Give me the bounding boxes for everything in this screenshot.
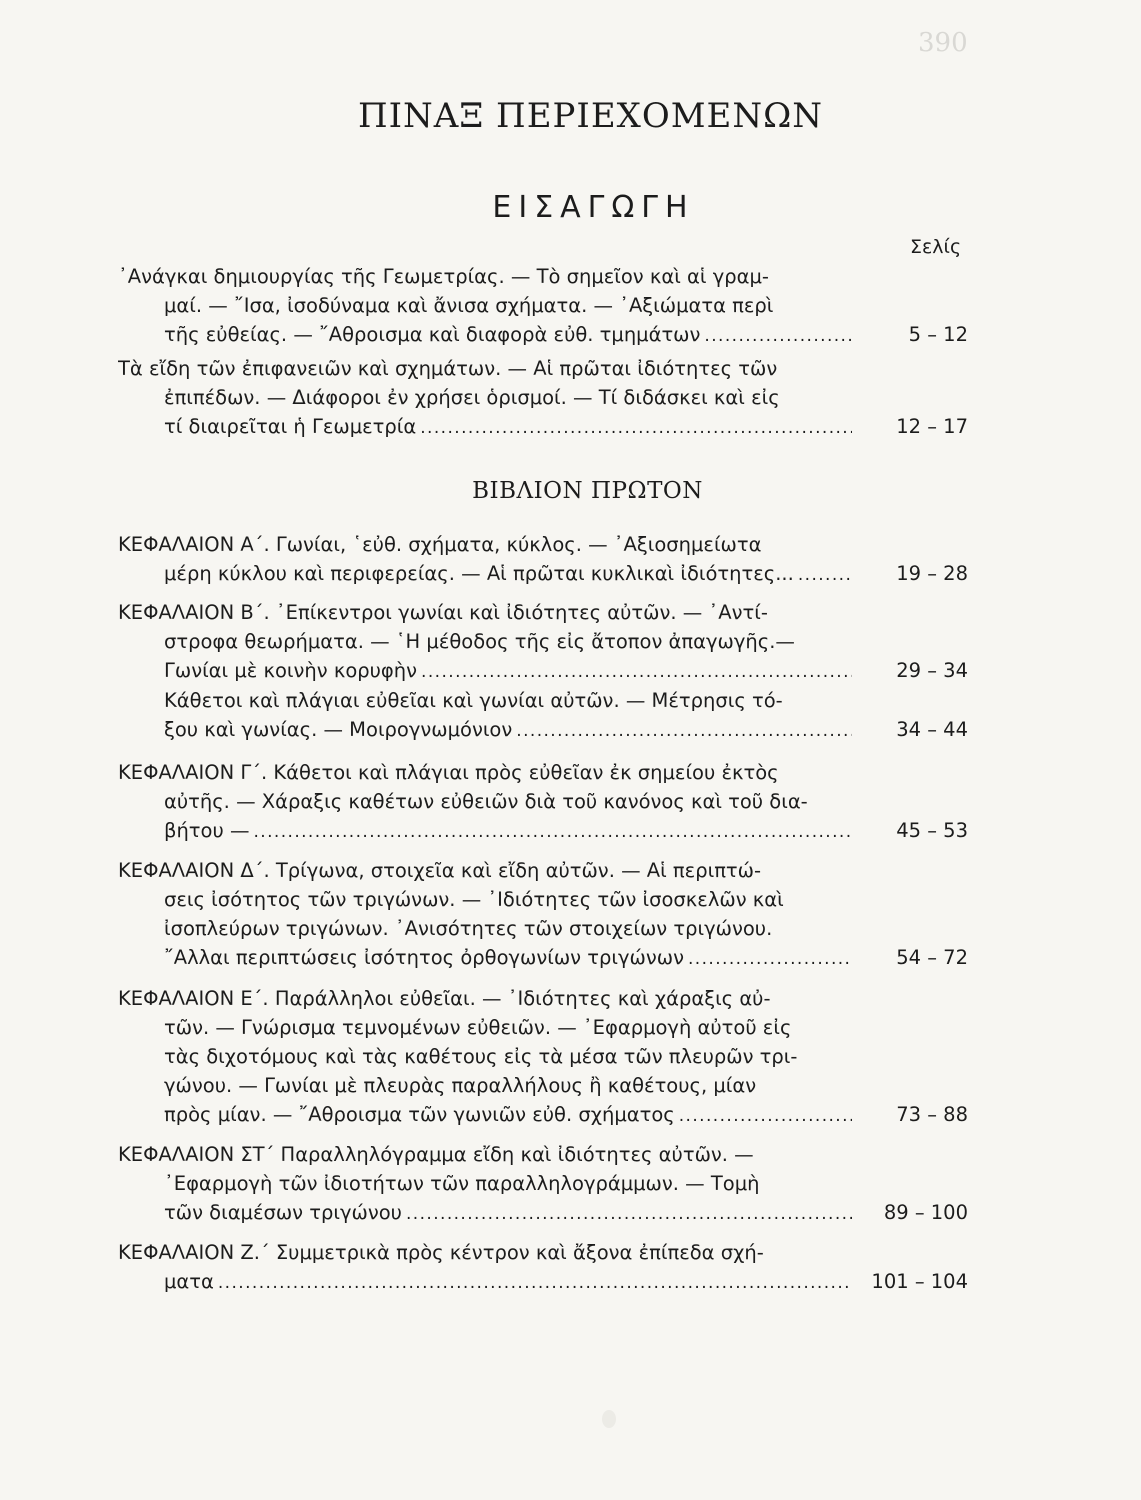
toc-line: τὰς διχοτόμους καὶ τὰς καθέτους εἰς τὰ μέσα τῶν πλευρῶν τρι- [164, 1045, 798, 1068]
toc-line: ΚΕΦΑΛΑΙΟΝ Β΄. ᾽Επίκεντροι γωνίαι καὶ ἰδιότητες αὐτῶν. — ᾽Αντί- [118, 601, 768, 624]
toc-line [118, 656, 968, 685]
dot-leader [406, 1198, 852, 1227]
toc-line-text: Γωνίαι μὲ κοινὴν κορυφὴν [164, 659, 418, 682]
toc-line: μαί. — ῎Ισα, ἰσοδύναμα καὶ ἄνισα σχήματα. — ᾽Αξιώματα περὶ [164, 294, 774, 317]
toc-line-text: ματα [164, 1270, 214, 1293]
dot-leader [798, 559, 852, 588]
page-column-label: Σελίς [910, 236, 962, 258]
toc-line: ΚΕΦΑΛΑΙΟΝ Γ΄. Κάθετοι καὶ πλάγιαι πρὸς εὐθεῖαν ἐκ σημείου ἐκτὸς [118, 761, 779, 784]
toc-line-text: βήτου — [164, 819, 250, 842]
toc-line-text: τῆς εὐθείας. — ῎Αθροισμα καὶ διαφορὰ εὐθ. τμημάτων [164, 323, 701, 346]
page-range: 12 – 17 [896, 415, 968, 438]
toc-line-text: τί διαιρεῖται ἡ Γεωμετρία [164, 415, 417, 438]
toc-entry-chapter-z [118, 1238, 968, 1296]
toc-line [118, 715, 968, 744]
toc-line: ᾽Εφαρμογὴ τῶν ἰδιοτήτων τῶν παραλληλογράμμων. — Τομὴ [164, 1172, 760, 1195]
dot-leader [704, 320, 852, 349]
page-range: 45 – 53 [896, 819, 968, 842]
toc-line: τῶν. — Γνώρισμα τεμνομένων εὐθειῶν. — ᾽Εφαρμογὴ αὐτοῦ εἰς [164, 1016, 792, 1039]
page-range: 101 – 104 [871, 1270, 968, 1293]
toc-entry-chapter-st [118, 1140, 968, 1227]
dot-leader [516, 715, 852, 744]
toc-entry-chapter-b [118, 598, 968, 685]
dot-leader [420, 412, 852, 441]
dot-leader [218, 1267, 852, 1296]
toc-line: ΚΕΦΑΛΑΙΟΝ Δ΄. Τρίγωνα, στοιχεῖα καὶ εἴδη αὐτῶν. — Αἱ περιπτώ- [118, 859, 762, 882]
toc-line: γώνου. — Γωνίαι μὲ πλευρὰς παραλλήλους ἢ καθέτους, μίαν [164, 1074, 757, 1097]
toc-entry-chapter-a [118, 530, 968, 588]
dot-leader [688, 943, 852, 972]
page-number: 390 [918, 28, 968, 58]
toc-line: ἐπιπέδων. — Διάφοροι ἐν χρήσει ὁρισμοί. — Τί διδάσκει καὶ εἰς [164, 386, 780, 409]
paper-smudge [602, 1410, 616, 1428]
page-range: 5 – 12 [908, 323, 968, 346]
toc-entry-chapter-d [118, 856, 968, 972]
toc-line [118, 1198, 968, 1227]
page-range: 19 – 28 [896, 562, 968, 585]
toc-line: ᾽Ανάγκαι δημιουργίας τῆς Γεωμετρίας. — Τὸ σημεῖον καὶ αἱ γραμ- [118, 265, 769, 288]
toc-line: Τὰ εἴδη τῶν ἐπιφανειῶν καὶ σχημάτων. — Αἱ πρῶται ἰδιότητες τῶν [118, 357, 778, 380]
toc-line-text: ξου καὶ γωνίας. — Μοιρογνωμόνιον [164, 718, 513, 741]
toc-line-text: μέρη κύκλου καὶ περιφερείας. — Αἱ πρῶται κυκλικαὶ ἰδιότητες... [164, 562, 794, 585]
page-title: ΠΙΝΑΞ ΠΕΡΙΕΧΟΜΕΝΩΝ [357, 96, 824, 136]
toc-line: σεις ἰσότητος τῶν τριγώνων. — ᾽Ιδιότητες τῶν ἰσοσκελῶν καὶ [164, 888, 784, 911]
toc-entry-chapter-e [118, 984, 968, 1129]
toc-line: ΚΕΦΑΛΑΙΟΝ Ζ.΄ Συμμετρικὰ πρὸς κέντρον καὶ ἄξονα ἐπίπεδα σχή- [118, 1241, 764, 1264]
toc-entry [118, 354, 968, 441]
toc-line [118, 1267, 968, 1296]
page-range: 89 – 100 [883, 1201, 968, 1224]
toc-line-text: πρὸς μίαν. — ῎Αθροισμα τῶν γωνιῶν εὐθ. σχήματος [164, 1103, 675, 1126]
book-one-heading: ΒΙΒΛΙΟΝ ΠΡΩΤΟΝ [472, 478, 703, 504]
toc-line: στροφα θεωρήματα. — ῾Η μέθοδος τῆς εἰς ἄτοπον ἀπαγωγῆς.— [164, 630, 795, 653]
toc-line: ΚΕΦΑΛΑΙΟΝ ΣΤ΄ Παραλληλόγραμμα εἴδη καὶ ἰδιότητες αὐτῶν. — [118, 1143, 754, 1166]
dot-leader [253, 816, 852, 845]
toc-line [118, 412, 968, 441]
page-range: 73 – 88 [896, 1103, 968, 1126]
toc-line: ἰσοπλεύρων τριγώνων. ᾽Ανισότητες τῶν στοιχείων τριγώνου. [164, 917, 773, 940]
toc-line [118, 559, 968, 588]
toc-entry [118, 262, 968, 349]
page-range: 54 – 72 [896, 946, 968, 969]
toc-line [118, 320, 968, 349]
intro-heading: ΕΙΣΑΓΩΓΗ [492, 190, 695, 225]
toc-line [118, 943, 968, 972]
toc-line: ΚΕΦΑΛΑΙΟΝ Α΄. Γωνίαι, ῾εὐθ. σχήματα, κύκλος. — ᾽Αξιοσημείωτα [118, 533, 762, 556]
toc-line-text: ῎Αλλαι περιπτώσεις ἰσότητος ὀρθογωνίων τριγώνων [164, 946, 684, 969]
dot-leader [421, 656, 852, 685]
toc-entry-subsection [118, 686, 968, 744]
page-range: 29 – 34 [896, 659, 968, 682]
toc-line: Κάθετοι καὶ πλάγιαι εὐθεῖαι καὶ γωνίαι αὐτῶν. — Μέτρησις τό- [164, 689, 783, 712]
page-range: 34 – 44 [896, 718, 968, 741]
toc-line: αὐτῆς. — Χάραξις καθέτων εὐθειῶν διὰ τοῦ κανόνος καὶ τοῦ δια- [164, 790, 808, 813]
toc-line-text: τῶν διαμέσων τριγώνου [164, 1201, 402, 1224]
toc-line [118, 1100, 968, 1129]
toc-line: ΚΕΦΑΛΑΙΟΝ Ε΄. Παράλληλοι εὐθεῖαι. — ᾽Ιδιότητες καὶ χάραξις αὐ- [118, 987, 771, 1010]
dot-leader [679, 1100, 852, 1129]
toc-line [118, 816, 968, 845]
toc-entry-chapter-g [118, 758, 968, 845]
